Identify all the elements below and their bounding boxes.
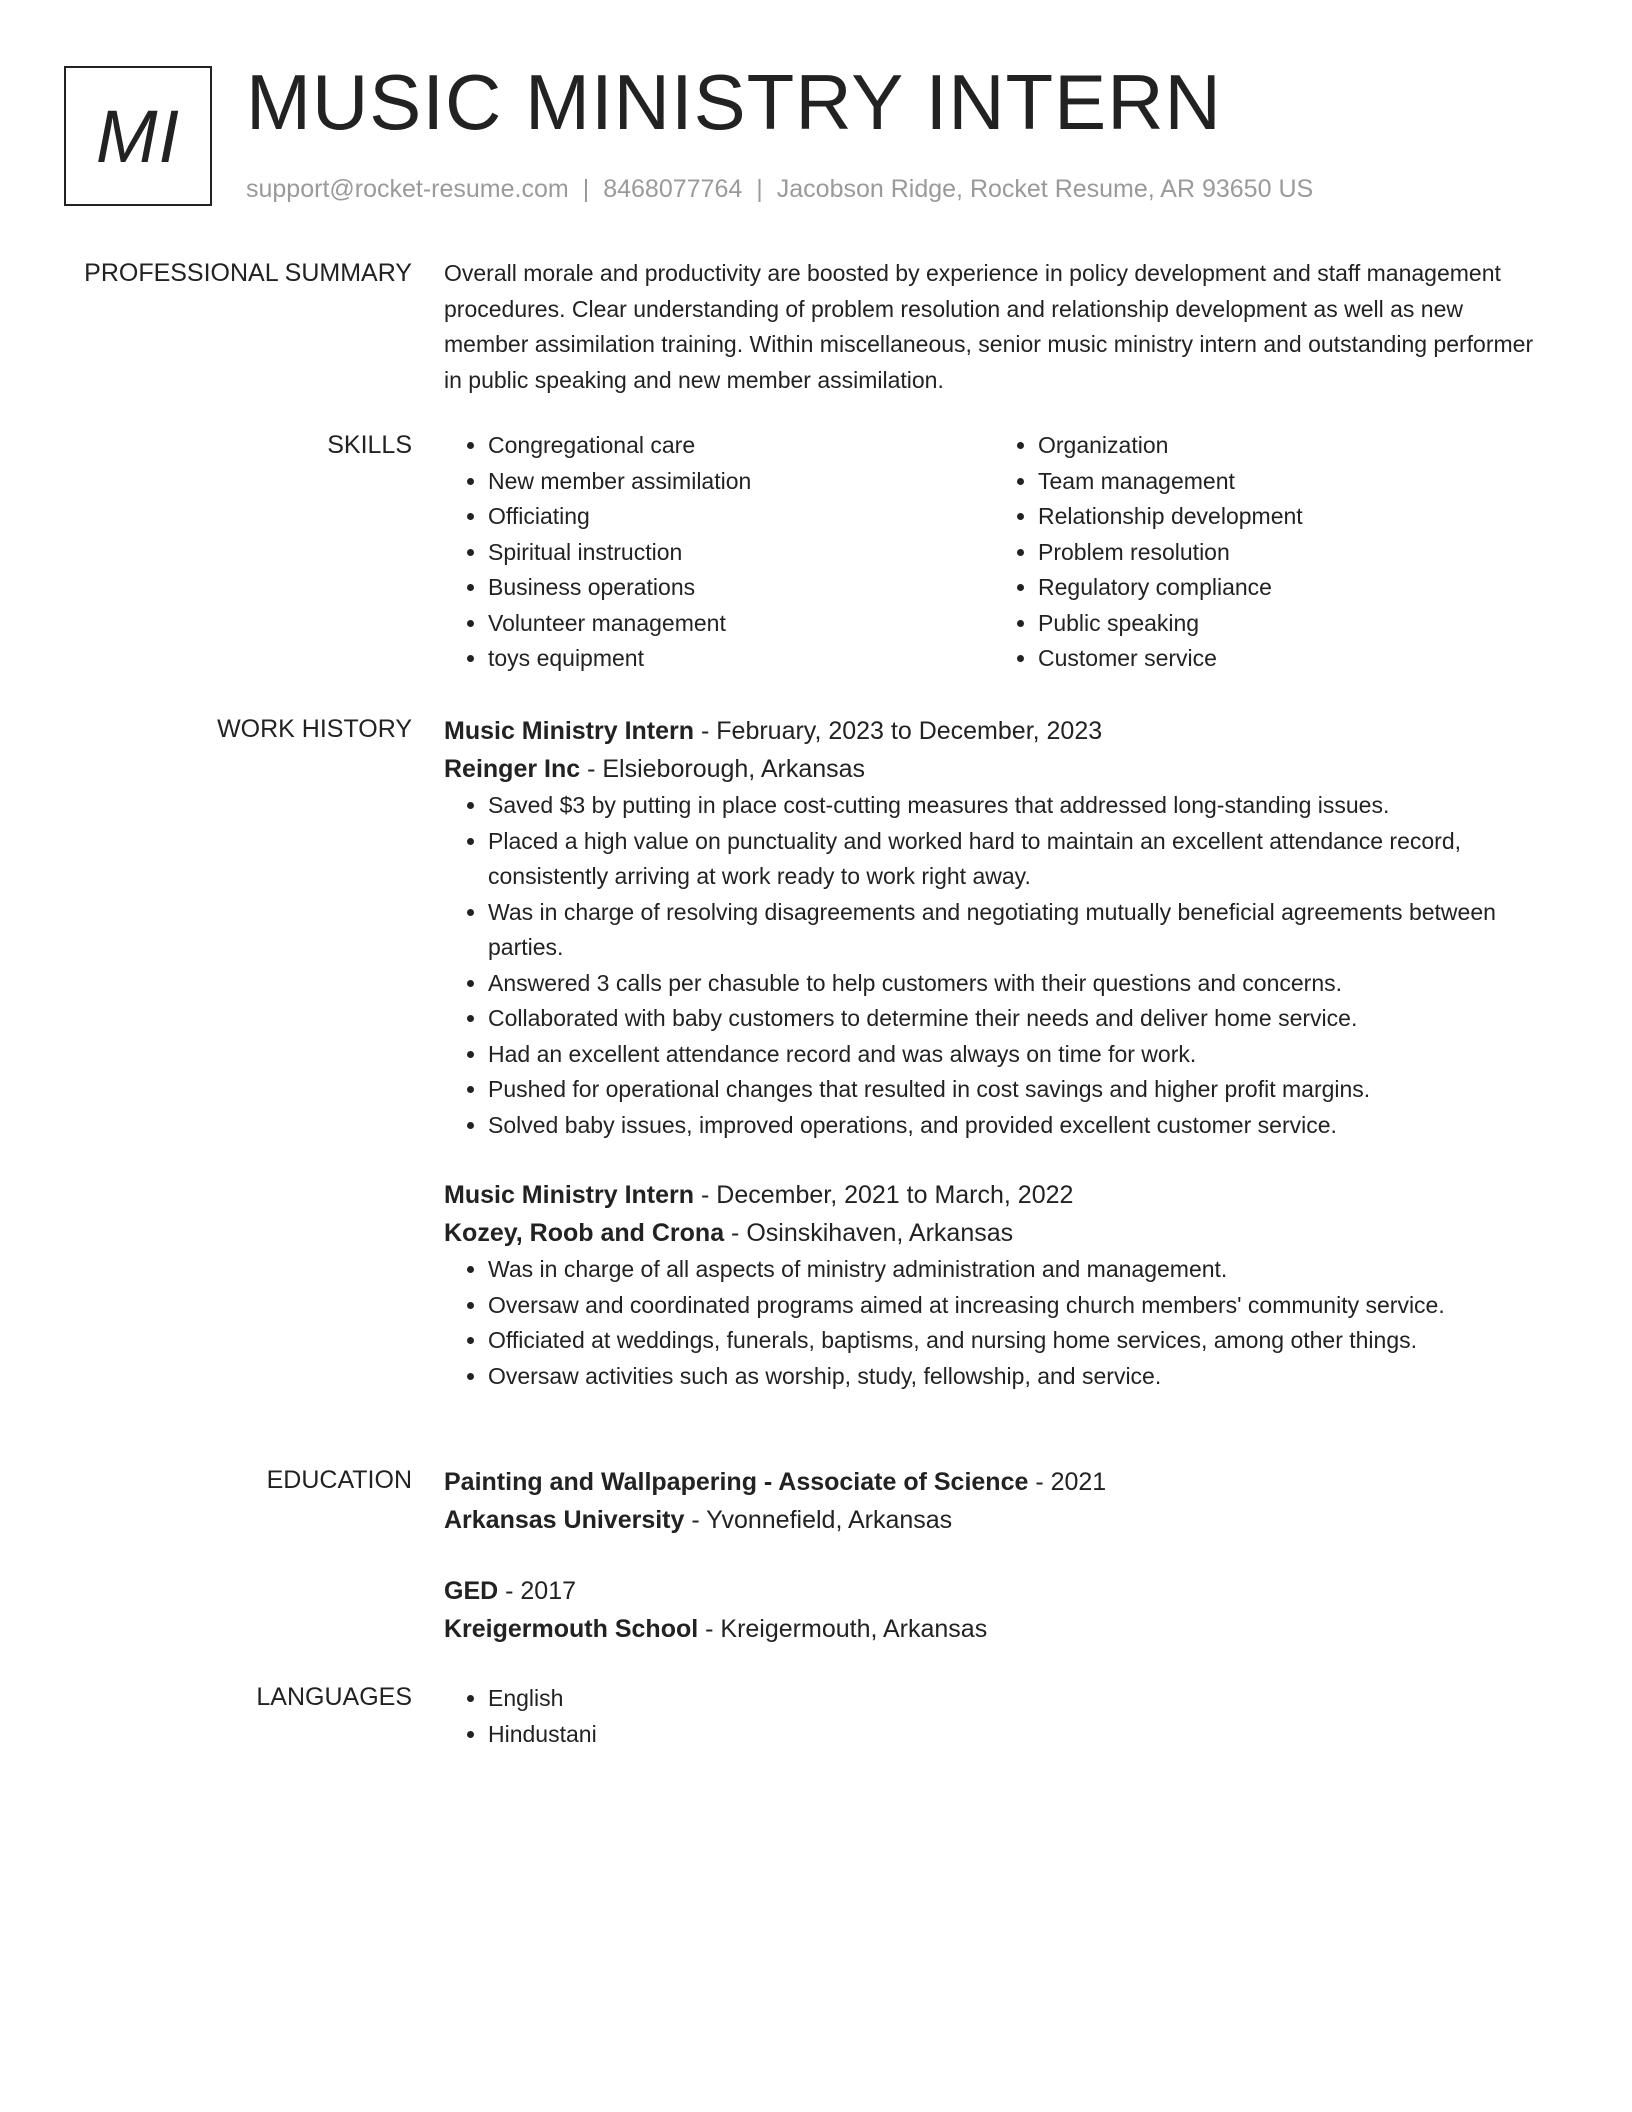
skill-item: • Organization	[1038, 428, 1544, 464]
degree-year: - 2017	[498, 1577, 577, 1605]
summary-body	[444, 256, 1544, 398]
job-entry	[444, 712, 1544, 1143]
skill-item: • Spiritual instruction	[488, 535, 994, 571]
education-body	[444, 1463, 1544, 1648]
summary-text: Overall morale and productivity are boosted by experience in policy development and staff management procedures. Clear understanding of problem resolution and relationship development as well as new member assimilation training. Within miscellaneous, senior music ministry intern and outstanding performer in public speaking and new member assimilation.	[444, 260, 1534, 393]
degree-line	[444, 1572, 1544, 1610]
job-duty: • Pushed for operational changes that resulted in cost savings and higher profit margins.	[488, 1072, 1544, 1108]
job-duty: • Saved $3 by putting in place cost-cutting measures that addressed long-standing issues.	[488, 788, 1544, 824]
contact-address: Jacobson Ridge, Rocket Resume, AR 93650 US	[776, 175, 1314, 203]
skill-item: • New member assimilation	[488, 464, 994, 500]
language-item: • English	[488, 1680, 1544, 1716]
school-line	[444, 1501, 1544, 1539]
school-line	[444, 1610, 1544, 1648]
section-heading-summary: PROFESSIONAL SUMMARY	[84, 259, 412, 287]
languages-list	[444, 1680, 1544, 1752]
job-duty: • Had an excellent attendance record and was always on time for work.	[488, 1037, 1544, 1073]
contact-separator: |	[756, 175, 763, 203]
work-history-body	[444, 712, 1544, 1394]
degree-year: - 2021	[1028, 1468, 1107, 1496]
skill-item: • Customer service	[1038, 641, 1544, 677]
degree-line	[444, 1463, 1544, 1501]
job-title-line	[444, 712, 1544, 750]
section-heading-work-history: WORK HISTORY	[217, 715, 412, 743]
job-duty: • Oversaw activities such as worship, study, fellowship, and service.	[488, 1359, 1544, 1395]
job-duty: • Answered 3 calls per chasuble to help customers with their questions and concerns.	[488, 966, 1544, 1002]
job-company: Kozey, Roob and Crona	[444, 1219, 725, 1247]
contact-phone: 8468077764	[603, 175, 743, 203]
job-duties-list	[444, 788, 1544, 1143]
skill-item: • Problem resolution	[1038, 535, 1544, 571]
skill-item: • Officiating	[488, 499, 994, 535]
page-title: MUSIC MINISTRY INTERN	[246, 58, 1222, 146]
school-location: - Kreigermouth, Arkansas	[698, 1615, 988, 1643]
skills-list-right	[994, 428, 1544, 677]
job-duties-list	[444, 1252, 1544, 1394]
section-heading-languages: LANGUAGES	[256, 1683, 412, 1711]
job-duty: • Collaborated with baby customers to determine their needs and deliver home service.	[488, 1001, 1544, 1037]
school-name: Kreigermouth School	[444, 1615, 699, 1643]
job-entry	[444, 1176, 1544, 1394]
languages-body	[444, 1680, 1544, 1752]
skill-item: • Congregational care	[488, 428, 994, 464]
school-location: - Yvonnefield, Arkansas	[684, 1506, 953, 1534]
education-entry	[444, 1463, 1544, 1539]
job-title-line	[444, 1176, 1544, 1214]
skills-list-left	[444, 428, 994, 677]
job-title: Music Ministry Intern	[444, 1181, 695, 1209]
job-location: - Elsieborough, Arkansas	[580, 755, 866, 783]
job-duty: • Was in charge of resolving disagreements and negotiating mutually beneficial agreements between parties.	[488, 895, 1544, 966]
section-heading-skills: SKILLS	[327, 431, 412, 459]
skill-item: • Volunteer management	[488, 606, 994, 642]
job-company-line	[444, 1214, 1544, 1252]
degree-name: GED	[444, 1577, 499, 1605]
education-entry	[444, 1572, 1544, 1648]
job-company: Reinger Inc	[444, 755, 581, 783]
skill-item: • Relationship development	[1038, 499, 1544, 535]
job-location: - Osinskihaven, Arkansas	[724, 1219, 1014, 1247]
job-dates: - February, 2023 to December, 2023	[694, 717, 1103, 745]
skill-item: • Public speaking	[1038, 606, 1544, 642]
section-heading-education: EDUCATION	[266, 1466, 412, 1494]
job-duty: • Was in charge of all aspects of ministry administration and management.	[488, 1252, 1544, 1288]
contact-email: support@rocket-resume.com	[246, 175, 569, 203]
school-name: Arkansas University	[444, 1506, 685, 1534]
job-duty: • Solved baby issues, improved operations, and provided excellent customer service.	[488, 1108, 1544, 1144]
skill-item: • Business operations	[488, 570, 994, 606]
job-dates: - December, 2021 to March, 2022	[694, 1181, 1074, 1209]
skill-item: • Regulatory compliance	[1038, 570, 1544, 606]
job-duty: • Officiated at weddings, funerals, baptisms, and nursing home services, among other things.	[488, 1323, 1544, 1359]
skill-item: • Team management	[1038, 464, 1544, 500]
language-item: • Hindustani	[488, 1716, 1544, 1752]
job-duty: • Oversaw and coordinated programs aimed at increasing church members' community service.	[488, 1288, 1544, 1324]
skill-item: • toys equipment	[488, 641, 994, 677]
monogram-badge: MI	[64, 66, 212, 206]
contact-line	[246, 172, 1313, 206]
job-title: Music Ministry Intern	[444, 717, 695, 745]
job-duty: • Placed a high value on punctuality and worked hard to maintain an excellent attendance record, consistently arriving at work ready to work right away.	[488, 824, 1544, 895]
contact-separator: |	[582, 175, 590, 203]
job-company-line	[444, 750, 1544, 788]
skills-body	[444, 428, 1544, 677]
degree-name: Painting and Wallpapering - Associate of Science	[444, 1468, 1029, 1496]
